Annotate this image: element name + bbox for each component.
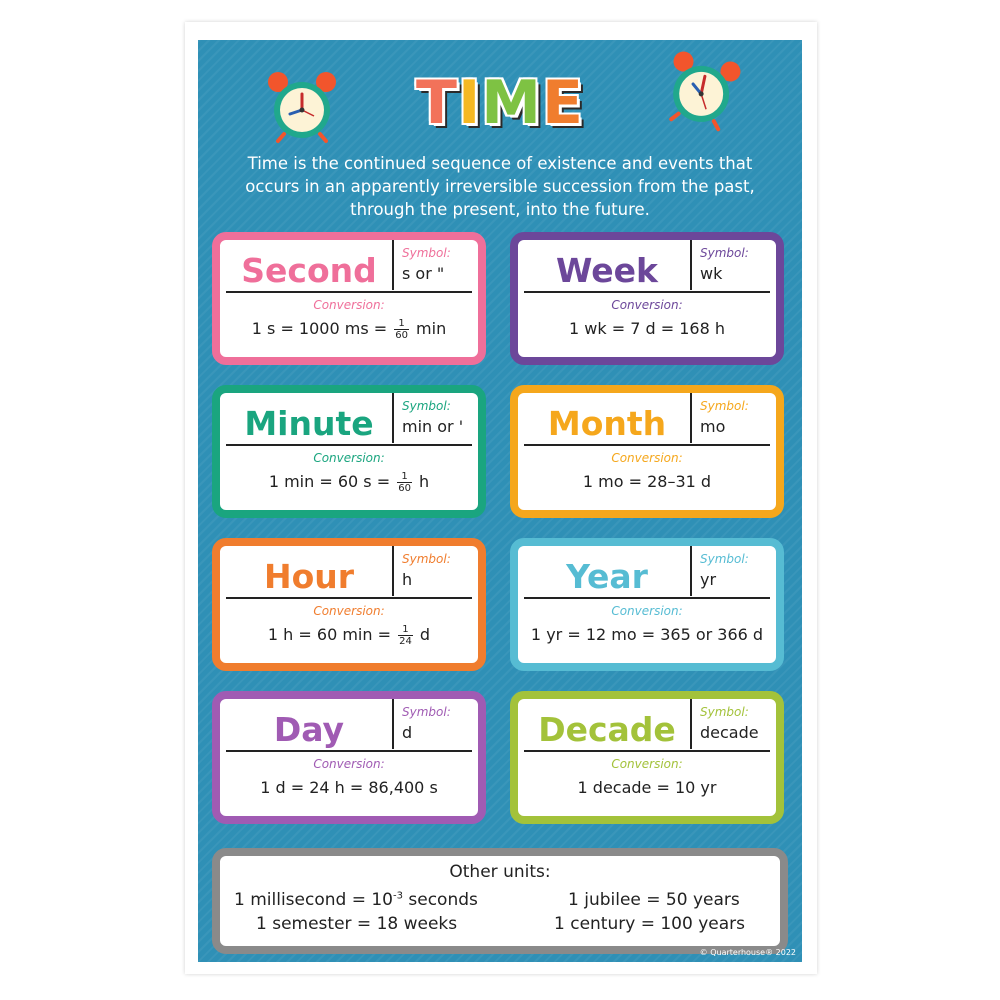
divider — [392, 240, 394, 290]
fraction-denominator: 60 — [395, 330, 408, 341]
card-day — [212, 691, 486, 824]
symbol-value: yr — [700, 570, 717, 589]
symbol-label: Symbol: — [700, 246, 749, 260]
divider — [392, 546, 394, 596]
millisecond-line — [234, 890, 478, 910]
jubilee-line: 1 jubilee = 50 years — [568, 890, 740, 910]
conversion-text: 1 wk = 7 d = 168 h — [569, 319, 725, 338]
symbol-value: wk — [700, 264, 723, 283]
unit-name: Decade — [538, 710, 676, 749]
title-letter: M — [481, 68, 542, 138]
intro-paragraph: Time is the continued sequence of existence and events that occurs in an apparently irreversible succession from the past, through the present, into the future. — [245, 154, 755, 219]
divider — [690, 546, 692, 596]
conversion-text: 1 yr = 12 mo = 365 or 366 d — [530, 625, 764, 644]
divider — [690, 393, 692, 443]
century-line: 1 century = 100 years — [554, 914, 745, 934]
symbol-value: decade — [700, 723, 759, 742]
conversion-text: 1 d = 24 h = 86,400 s — [260, 778, 438, 797]
divider — [392, 699, 394, 749]
card-year — [510, 538, 784, 671]
symbol-label: Symbol: — [402, 399, 451, 413]
unit-name: Minute — [244, 404, 374, 443]
conversion-part: 1 s = 1000 ms = — [251, 319, 393, 338]
fraction — [398, 624, 413, 647]
poster-title — [198, 68, 802, 138]
conversion-text: 1 decade = 10 yr — [577, 778, 717, 797]
symbol-value: mo — [700, 417, 726, 436]
card-hour — [212, 538, 486, 671]
divider — [226, 597, 472, 599]
unit-name: Week — [556, 251, 658, 290]
conversion-label: Conversion: — [611, 604, 683, 618]
divider — [226, 444, 472, 446]
symbol-value: s or " — [402, 264, 445, 283]
millisecond-exponent: -3 — [393, 890, 403, 902]
millisecond-text: 1 millisecond = 10 — [234, 890, 393, 910]
symbol-value: min or ' — [402, 417, 464, 436]
conversion-part: h — [413, 472, 430, 491]
unit-name: Second — [241, 251, 377, 290]
millisecond-unit: seconds — [402, 890, 478, 910]
divider — [524, 597, 770, 599]
conversion-label: Conversion: — [611, 757, 683, 771]
unit-name: Month — [547, 404, 667, 443]
symbol-label: Symbol: — [402, 552, 451, 566]
conversion-label: Conversion: — [313, 757, 385, 771]
unit-name: Year — [566, 557, 648, 596]
unit-name: Day — [273, 710, 345, 749]
copyright-text: © Quarterhouse® 2022 — [699, 948, 796, 957]
conversion-label: Conversion: — [313, 298, 385, 312]
conversion-part: min — [410, 319, 447, 338]
conversion-part: 1 min = 60 s = — [268, 472, 396, 491]
conversion-text — [220, 318, 478, 341]
symbol-value: h — [402, 570, 413, 589]
fraction-numerator: 1 — [394, 318, 409, 330]
divider — [524, 291, 770, 293]
conversion-label: Conversion: — [313, 451, 385, 465]
symbol-label: Symbol: — [700, 705, 749, 719]
conversion-label: Conversion: — [611, 451, 683, 465]
semester-line: 1 semester = 18 weeks — [256, 914, 458, 934]
symbol-label: Symbol: — [700, 399, 749, 413]
divider — [690, 699, 692, 749]
symbol-value: d — [402, 723, 413, 742]
fraction-denominator: 60 — [398, 483, 411, 494]
title-letter: E — [541, 68, 584, 138]
conversion-text — [220, 471, 478, 494]
divider — [226, 750, 472, 752]
divider — [524, 750, 770, 752]
conversion-part: d — [414, 625, 431, 644]
title-letter: I — [457, 68, 482, 138]
symbol-label: Symbol: — [402, 705, 451, 719]
unit-name: Hour — [263, 557, 355, 596]
conversion-text — [220, 624, 478, 647]
fraction-numerator: 1 — [398, 624, 413, 636]
divider — [226, 291, 472, 293]
card-second — [212, 232, 486, 365]
title-letter: T — [416, 68, 458, 138]
fraction-denominator: 24 — [399, 636, 412, 647]
symbol-label: Symbol: — [700, 552, 749, 566]
divider — [524, 444, 770, 446]
divider — [392, 393, 394, 443]
conversion-text: 1 mo = 28–31 d — [582, 472, 712, 491]
fraction — [397, 471, 412, 494]
conversion-label: Conversion: — [611, 298, 683, 312]
card-minute — [212, 385, 486, 518]
poster — [198, 40, 802, 962]
fraction-numerator: 1 — [397, 471, 412, 483]
conversion-label: Conversion: — [313, 604, 385, 618]
conversion-part: 1 h = 60 min = — [267, 625, 397, 644]
other-units-box — [212, 848, 788, 954]
card-week — [510, 232, 784, 365]
symbol-label: Symbol: — [402, 246, 451, 260]
card-month — [510, 385, 784, 518]
other-units-heading: Other units: — [449, 862, 551, 882]
fraction — [394, 318, 409, 341]
divider — [690, 240, 692, 290]
card-decade — [510, 691, 784, 824]
